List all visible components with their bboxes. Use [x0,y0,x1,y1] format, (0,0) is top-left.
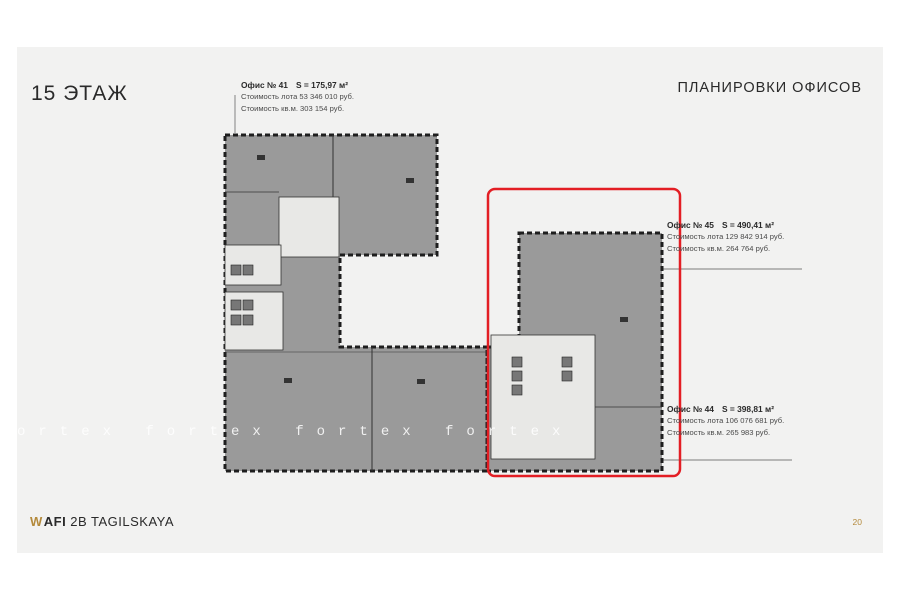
office-45-sqm-price: Стоимость кв.м. 264 764 руб. [667,244,771,253]
lift-r4 [562,357,572,367]
office-44-name: Офис № 44 [667,404,714,414]
floor-title: 15 ЭТАЖ [31,82,128,105]
project-logo [30,514,174,529]
logo-project: 2B TAGILSKAYA [70,514,175,529]
page-number: 20 [852,517,862,527]
room-tag [284,378,292,383]
presentation-slide [17,47,883,553]
watermark: ortex fortex fortex fortex [17,424,574,440]
office-44-area: S = 398,81 м² [721,404,775,414]
office-41-info [241,79,356,115]
lift-3 [231,300,241,310]
room-tag [406,178,414,183]
section-title: ПЛАНИРОВКИ ОФИСОВ [677,80,862,96]
lift-2 [243,265,253,275]
room-tag [257,155,265,160]
lift-r2 [512,371,522,381]
logo-brand: AFI [43,514,67,529]
office-41-lot-price: Стоимость лота 53 346 010 руб. [241,92,355,101]
lift-4 [243,300,253,310]
office-45-name: Офис № 45 [667,220,714,230]
room-tag [417,379,425,384]
lift-r1 [512,357,522,367]
logo-mark: W [30,514,43,529]
floor-plan [17,47,883,553]
office-45-info [667,219,784,255]
office-44-sqm-price: Стоимость кв.м. 265 983 руб. [667,428,771,437]
lift-r3 [512,385,522,395]
office-45-lot-price: Стоимость лота 129 842 914 руб. [667,232,785,241]
lift-r5 [562,371,572,381]
room-tag [620,317,628,322]
office-41-name: Офис № 41 [241,80,288,90]
lift-6 [243,315,253,325]
office-44-lot-price: Стоимость лота 106 076 681 руб. [667,416,785,425]
lift-1 [231,265,241,275]
core-right [491,335,595,459]
office-41-sqm-price: Стоимость кв.м. 303 154 руб. [241,104,345,113]
office-41-area: S = 175,97 м² [295,80,349,90]
core-left-top [279,197,339,257]
office-45-area: S = 490,41 м² [721,220,775,230]
lift-5 [231,315,241,325]
